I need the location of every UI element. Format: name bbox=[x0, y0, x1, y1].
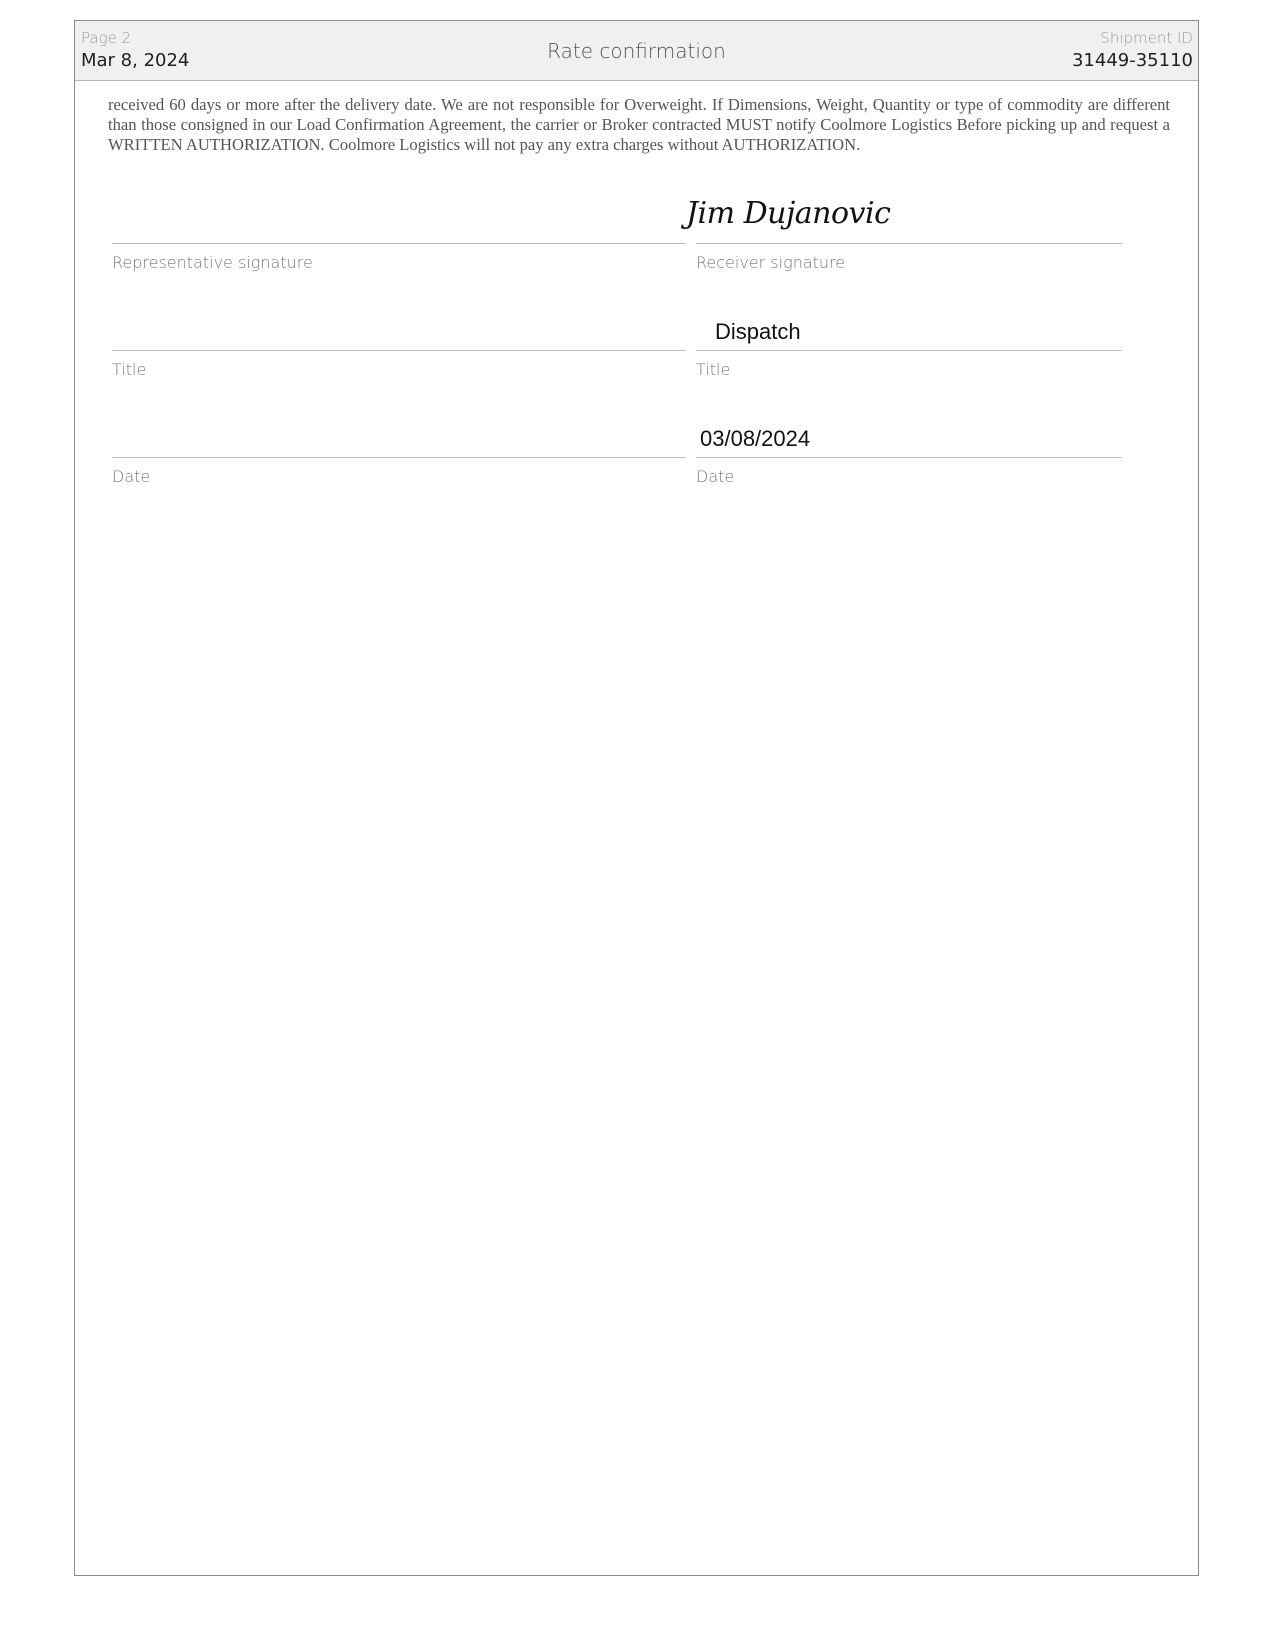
page-number: Page 2 bbox=[81, 29, 132, 47]
representative-signature-label: Representative signature bbox=[112, 253, 313, 272]
document-title: Rate confirmation bbox=[547, 39, 726, 63]
receiver-block bbox=[686, 181, 1122, 521]
representative-title-line bbox=[112, 350, 686, 351]
receiver-signature-line bbox=[696, 243, 1122, 244]
representative-signature-line bbox=[112, 243, 686, 244]
shipment-id: 31449-35110 bbox=[1071, 50, 1193, 71]
document-date: Mar 8, 2024 bbox=[81, 50, 190, 71]
receiver-date-value: 03/08/2024 bbox=[700, 426, 811, 451]
representative-date-line bbox=[112, 457, 686, 458]
receiver-date-label: Date bbox=[696, 467, 735, 486]
page-header bbox=[75, 21, 1198, 81]
shipment-id-label: Shipment ID bbox=[1100, 29, 1193, 47]
document-page bbox=[74, 20, 1199, 1576]
receiver-title-label: Title bbox=[696, 360, 731, 379]
representative-block bbox=[112, 181, 686, 521]
receiver-signature: Jim Dujanovic bbox=[686, 196, 891, 231]
receiver-signature-label: Receiver signature bbox=[696, 253, 846, 272]
representative-title-label: Title bbox=[112, 360, 147, 379]
representative-date-label: Date bbox=[112, 467, 151, 486]
header-right bbox=[1072, 29, 1193, 75]
receiver-title-line bbox=[696, 350, 1122, 351]
terms-paragraph: received 60 days or more after the delivery date. We are not responsible for Overweight. If Dimensions, Weight, Quantity or type of commodity are different than those consigned in our Load Confirmation Agreement, the carrier or Broker contracted MUST notify Coolmore Logistics Before picking up and request a WRITTEN AUTHORIZATION. Coolmore Logistics will not pay any extra charges without AUTHORIZATION. bbox=[108, 95, 1170, 154]
receiver-title-value: Dispatch bbox=[715, 319, 801, 344]
receiver-date-line bbox=[696, 457, 1122, 458]
